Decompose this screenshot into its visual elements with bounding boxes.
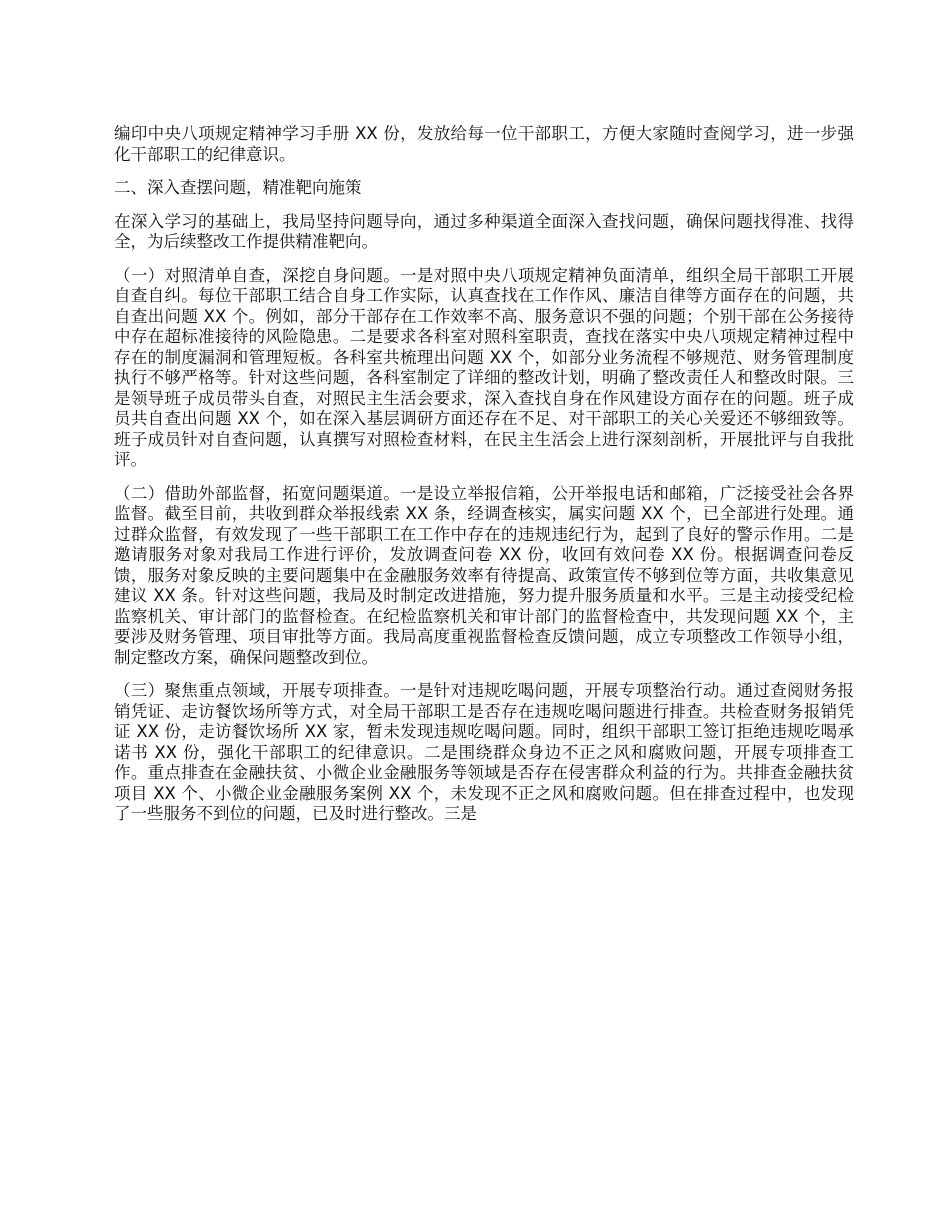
paragraph-self-inspection: （一）对照清单自查，深挖自身问题。一是对照中央八项规定精神负面清单，组织全局干部职工开展自查自纠。每位干部职工结合自身工作实际，认真查找在工作作风、廉洁自律等方面存在的问题，共自查出问题 XX 个。例如，部分干部存在工作效率不高、服务意识不强的问题；个别干部在公务接待中存在超标准接待的风险隐患。二是要求各科室对照科室职责，查找在落实中央八项规定精神过程中存在的制度漏洞和管理短板。各科室共梳理出问题 XX 个，如部分业务流程不够规范、财务管理制度执行不够严格等。针对这些问题，各科室制定了详细的整改计划，明确了整改责任人和整改时限。三是领导班子成员带头自查，对照民主生活会要求，深入查找自身在作风建设方面存在的问题。班子成员共自查出问题 XX 个，如在深入基层调研方面还存在不足、对干部职工的关心关爱还不够细致等。班子成员针对自查问题，认真撰写对照检查材料，在民主生活会上进行深刻剖析，开展批评与自我批评。	[114, 265, 854, 469]
paragraph-external-supervision: （二）借助外部监督，拓宽问题渠道。一是设立举报信箱，公开举报电话和邮箱，广泛接受社会各界监督。截至目前，共收到群众举报线索 XX 条，经调查核实，属实问题 XX 个，已全部进行处理。通过群众监督，有效发现了一些干部职工在工作中存在的违规违纪行为，起到了良好的警示作用。二是邀请服务对象对我局工作进行评价，发放调查问卷 XX 份，收回有效问卷 XX 份。根据调查问卷反馈，服务对象反映的主要问题集中在金融服务效率有待提高、政策宣传不够到位等方面，共收集意见建议 XX 条。针对这些问题，我局及时制定改进措施，努力提升服务质量和水平。三是主动接受纪检监察机关、审计部门的监督检查。在纪检监察机关和审计部门的监督检查中，共发现问题 XX 个，主要涉及财务管理、项目审批等方面。我局高度重视监督检查反馈问题，成立专项整改工作领导小组，制定整改方案，确保问题整改到位。	[114, 483, 854, 667]
paragraph-section-intro: 在深入学习的基础上，我局坚持问题导向，通过多种渠道全面深入查找问题，确保问题找得准、找得全，为后续整改工作提供精准靶向。	[114, 211, 854, 251]
paragraph-special-inspection: （三）聚焦重点领域，开展专项排查。一是针对违规吃喝问题，开展专项整治行动。通过查阅财务报销凭证、走访餐饮场所等方式，对全局干部职工是否存在违规吃喝问题进行排查。共检查财务报销凭证 XX 份，走访餐饮场所 XX 家，暂未发现违规吃喝问题。同时，组织干部职工签订拒绝违规吃喝承诺书 XX 份，强化干部职工的纪律意识。二是围绕群众身边不正之风和腐败问题，开展专项排查工作。重点排查在金融扶贫、小微企业金融服务等领域是否存在侵害群众利益的行为。共排查金融扶贫项目 XX 个、小微企业金融服务案例 XX 个，未发现不正之风和腐败问题。但在排查过程中，也发现了一些服务不到位的问题，已及时进行整改。三是	[114, 681, 854, 823]
paragraph-intro: 编印中央八项规定精神学习手册 XX 份，发放给每一位干部职工，方便大家随时查阅学习，进一步强化干部职工的纪律意识。	[114, 124, 854, 164]
section-heading: 二、深入查摆问题，精准靶向施策	[114, 178, 362, 197]
document-page	[114, 124, 854, 838]
